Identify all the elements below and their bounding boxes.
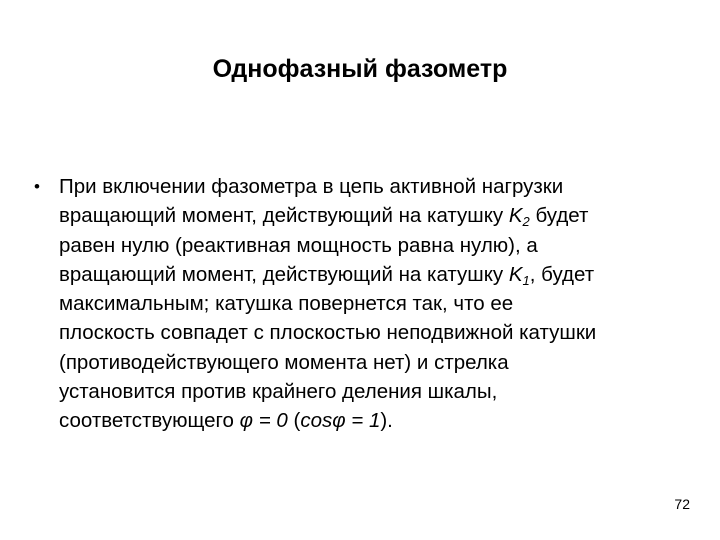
paragraph-line — [59, 231, 694, 260]
cos-formula: cosφ = 1 — [300, 409, 381, 433]
slide-title: Однофазный фазометр — [212, 55, 508, 83]
coil-symbol: K — [508, 262, 523, 286]
text-run: будет — [529, 204, 589, 228]
text-run: ). — [380, 409, 393, 433]
text-run: равен нулю (реактивная мощность равна нулю), а — [59, 233, 538, 257]
paragraph-line — [59, 289, 694, 318]
text-run: установится против крайнего деления шкалы, — [59, 380, 498, 404]
paragraph-line — [59, 260, 694, 289]
text-run: , будет — [529, 262, 595, 286]
phase-formula: φ = 0 — [239, 409, 288, 433]
coil-symbol: K — [508, 204, 523, 228]
text-run: ( — [287, 409, 301, 433]
text-run: максимальным; катушка повернется так, что ее — [59, 292, 514, 316]
bullet-paragraph — [34, 172, 694, 436]
paragraph-line — [59, 201, 694, 230]
bullet-icon: • — [34, 177, 40, 196]
page-number: 72 — [674, 496, 690, 512]
text-run: вращающий момент, действующий на катушку — [59, 204, 509, 228]
text-run: соответствующего — [59, 409, 240, 433]
text-run: плоскость совпадет с плоскостью неподвижной катушки — [59, 321, 597, 345]
text-run: При включении фазометра в цепь активной нагрузки — [59, 175, 564, 198]
paragraph-text — [59, 172, 694, 436]
paragraph-line — [59, 348, 694, 377]
paragraph-line — [59, 318, 694, 347]
text-run: вращающий момент, действующий на катушку — [59, 262, 509, 286]
paragraph-line — [59, 377, 694, 406]
coil-subscript: 1 — [522, 272, 530, 288]
paragraph-line — [59, 406, 694, 435]
paragraph-line — [59, 172, 694, 201]
coil-subscript: 2 — [522, 214, 530, 230]
text-run: (противодействующего момента нет) и стрелка — [59, 350, 509, 374]
